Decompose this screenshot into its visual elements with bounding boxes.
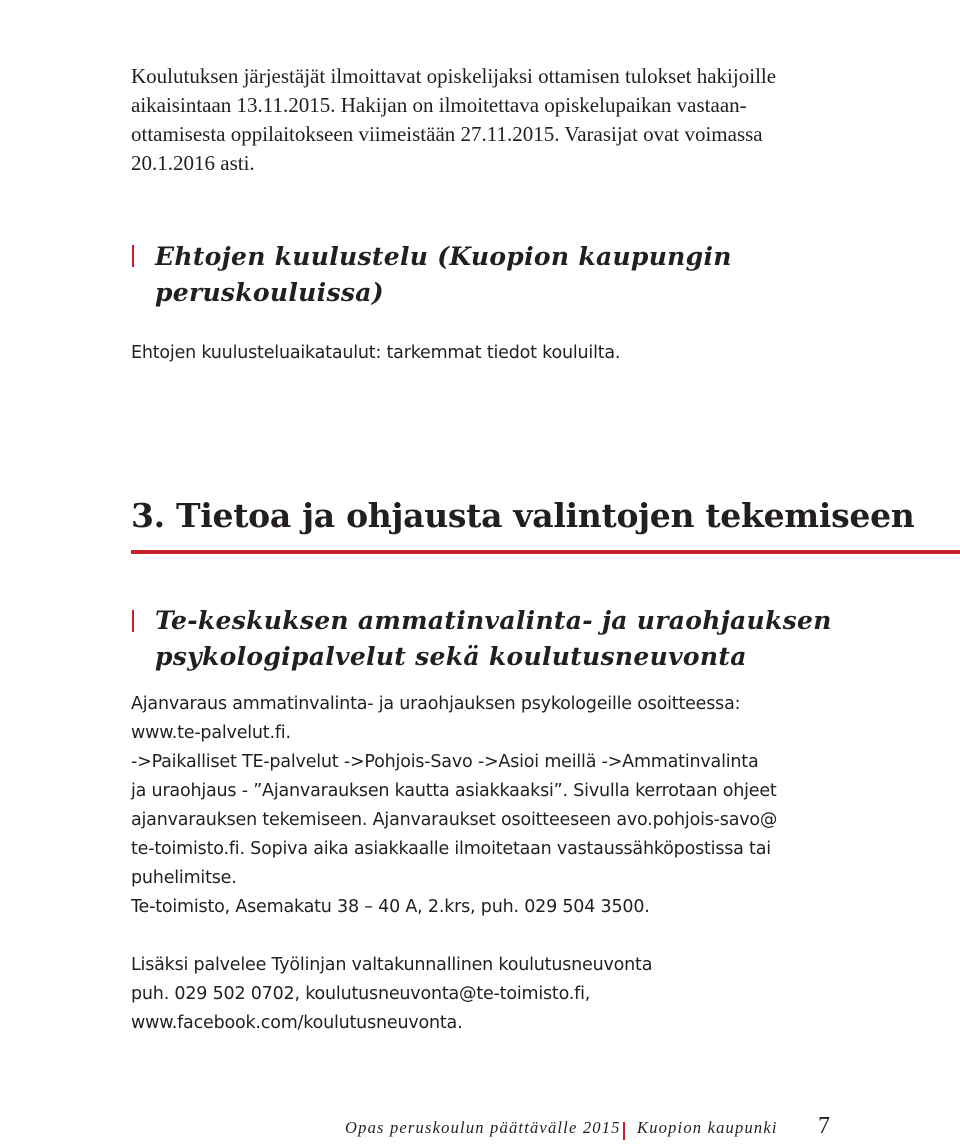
ehtojen-heading-line: peruskouluissa) [155, 278, 384, 307]
footer-separator [623, 1122, 625, 1140]
footer-city: Kuopion kaupunki [637, 1118, 778, 1137]
page-number: 7 [818, 1113, 830, 1139]
intro-line: Koulutuksen järjestäjät ilmoittavat opiskelijaksi ottamisen tulokset hakijoille [131, 64, 777, 88]
section-rule [131, 550, 960, 554]
ehtojen-heading [155, 239, 915, 311]
footer-guide-title: Opas peruskoulun päättävälle 2015 [345, 1118, 621, 1137]
ehtojen-body: Ehtojen kuulusteluaikataulut: tarkemmat tiedot kouluilta. [131, 343, 621, 363]
section-title: 3. Tietoa ja ohjausta valintojen tekemiseen [131, 496, 915, 535]
intro-line: ottamisesta oppilaitokseen viimeistään 27.11.2015. Varasijat ovat voimassa [131, 122, 763, 146]
te-heading-line: psykologipalvelut sekä koulutusneuvonta [155, 642, 747, 671]
te-heading [155, 603, 915, 675]
te-body-line: puhelimitse. [131, 868, 237, 888]
te-body [131, 690, 921, 922]
heading-accent-bar [132, 245, 134, 267]
te-body-line: ajanvarauksen tekemiseen. Ajanvaraukset osoitteeseen avo.pohjois-savo@ [131, 810, 778, 830]
koulutusneuvonta-info [131, 951, 921, 1038]
intro-paragraph [131, 62, 921, 178]
extra-contact-line[interactable]: puh. 029 502 0702, koulutusneuvonta@te-toimisto.fi, [131, 984, 591, 1004]
te-body-line: ja uraohjaus - ”Ajanvarauksen kautta asiakkaaksi”. Sivulla kerrotaan ohjeet [131, 781, 777, 801]
te-heading-line: Te-keskuksen ammatinvalinta- ja uraohjauksen [155, 606, 832, 635]
te-link-url[interactable]: www.te-palvelut.fi. [131, 723, 291, 743]
intro-line: aikaisintaan 13.11.2015. Hakijan on ilmoitettava opiskelupaikan vastaan- [131, 93, 747, 117]
te-body-line: Ajanvaraus ammatinvalinta- ja uraohjauksen psykologeille osoitteessa: [131, 694, 741, 714]
ehtojen-heading-line: Ehtojen kuulustelu (Kuopion kaupungin [155, 242, 732, 271]
te-address-line: Te-toimisto, Asemakatu 38 – 40 A, 2.krs, puh. 029 504 3500. [131, 897, 650, 917]
te-body-line: ->Paikalliset TE-palvelut ->Pohjois-Savo ->Asioi meillä ->Ammatinvalinta [131, 752, 759, 772]
facebook-link[interactable]: www.facebook.com/koulutusneuvonta. [131, 1013, 463, 1033]
te-body-line: te-toimisto.fi. Sopiva aika asiakkaalle ilmoitetaan vastaussähköpostissa tai [131, 839, 771, 859]
page-footer [345, 1118, 935, 1144]
extra-line: Lisäksi palvelee Työlinjan valtakunnallinen koulutusneuvonta [131, 955, 653, 975]
intro-line: 20.1.2016 asti. [131, 151, 255, 175]
heading-accent-bar [132, 610, 134, 632]
